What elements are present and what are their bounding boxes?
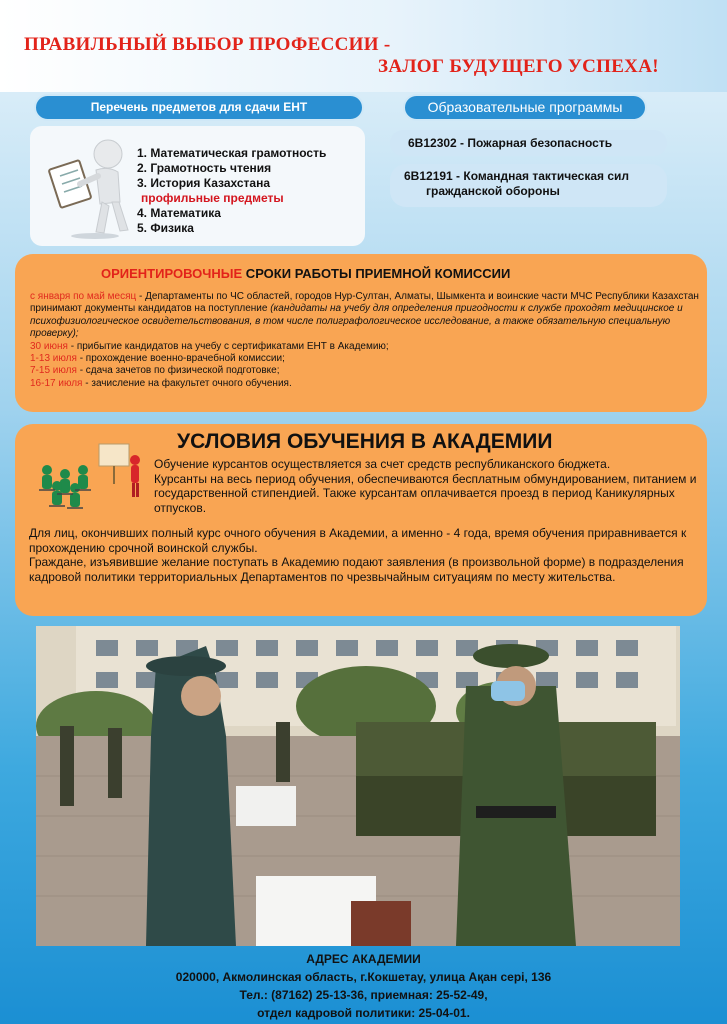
address-line: 020000, Акмолинская область, г.Кокшетау, улица Ақан сері, 136	[175, 970, 552, 984]
admission-schedule-panel	[15, 254, 707, 412]
conditions-text-3: Для лиц, окончивших полный курс очного обучения в Академии, а именно - 4 года, время обучения приравнивается к прохождению срочной воинской службы.	[29, 526, 687, 555]
conditions-text-1: Обучение курсантов осуществляется за счет средств республиканского бюджета.	[154, 457, 611, 471]
schedule-item	[30, 365, 700, 377]
conditions-text-4: Граждане, изъявившие желание поступать в Академию подают заявления (в произвольной форме) в подразделения кадровой политики территориальных Департаментов по чрезвычайным ситуациям по месту жительства.	[29, 555, 684, 584]
schedule-text: - сдача зачетов по физической подготовке;	[76, 365, 280, 377]
subject-item: 3. История Казахстана	[137, 176, 271, 190]
programs-heading: Образовательные программы	[403, 94, 647, 121]
conditions-text-2: Курсанты на весь период обучения, обеспечиваются бесплатным обмундированием, питанием и государственной стипендией. Также курсантам оплачивается проезд в период Каникулярных отпусков.	[154, 471, 697, 515]
subject-item: 2. Грамотность чтения	[137, 161, 272, 175]
schedule-item	[30, 353, 700, 365]
person-with-clipboard-icon	[40, 132, 140, 240]
schedule-text: - прохождение военно-врачебной комиссии;	[76, 353, 285, 365]
page-title-line2: ЗАЛОГ БУДУЩЕГО УСПЕХА!	[378, 56, 659, 77]
hr-phone-line: отдел кадровой политики: 25-04-01.	[257, 1006, 470, 1020]
schedule-date: с января по май месяц	[30, 291, 137, 302]
ent-subjects-heading: Перечень предметов для сдачи ЕНТ	[34, 94, 364, 121]
ent-subjects-list	[137, 146, 326, 236]
title-highlight: ОРИЕНТИРОВОЧНЫЕ	[101, 266, 243, 281]
schedule-text: - зачисление на факультет очного обучения.	[82, 377, 292, 389]
schedule-text: - Департаменты по ЧС областей, городов Нур-Султан, Алматы, Шымкента и воинские части МЧС Республики Казахстан принимают документы кандидатов на поступление	[30, 291, 699, 315]
schedule-note: (кандидаты на учебу для определения пригодности к службе проходят медицинское и психофизиологическое освидетельствования, в том числе полиграфологическое исследование, а также обязательную специальную проверку);	[30, 303, 683, 340]
program-item: 6B12302 - Пожарная безопасность	[390, 130, 667, 156]
phone-line: Тел.: (87162) 25-13-36, приемная: 25-52-49,	[239, 988, 488, 1002]
schedule-date: 1-13 июля	[30, 353, 77, 365]
cadets-saluting-photo	[36, 626, 680, 946]
title-rest: СРОКИ РАБОТЫ ПРИЕМНОЙ КОМИССИИ	[242, 266, 511, 281]
page-title-line1: ПРАВИЛЬНЫЙ ВЫБОР ПРОФЕССИИ -	[24, 34, 391, 55]
program-item	[390, 164, 667, 207]
classroom-icon	[35, 440, 147, 510]
schedule-intro	[30, 291, 700, 341]
program-item-line1: 6B12191 - Командная тактическая сил	[404, 169, 630, 183]
study-conditions-title: УСЛОВИЯ ОБУЧЕНИЯ В АКАДЕМИИ	[177, 430, 553, 453]
subject-item: 5. Физика	[137, 221, 194, 235]
ent-subjects-panel	[30, 126, 365, 246]
schedule-text: - прибытие кандидатов на учебу с сертификатами ЕНТ в Академию;	[67, 340, 389, 352]
schedule-date: 30 июня	[30, 340, 68, 352]
subject-item: 4. Математика	[137, 206, 221, 220]
schedule-item	[30, 341, 700, 353]
admission-schedule-body	[30, 291, 700, 390]
address-title: АДРЕС АКАДЕМИИ	[306, 952, 421, 966]
profile-subjects-label: профильные предметы	[141, 191, 284, 205]
schedule-item	[30, 378, 700, 390]
admission-schedule-title	[101, 266, 510, 281]
subject-item: 1. Математическая грамотность	[137, 146, 327, 160]
schedule-date: 16-17 июля	[30, 377, 83, 389]
conditions-paragraph	[154, 457, 702, 515]
schedule-date: 7-15 июля	[30, 365, 77, 377]
study-conditions-panel	[15, 424, 707, 616]
program-item-line2: гражданской обороны	[426, 184, 560, 198]
conditions-paragraph	[29, 526, 704, 584]
